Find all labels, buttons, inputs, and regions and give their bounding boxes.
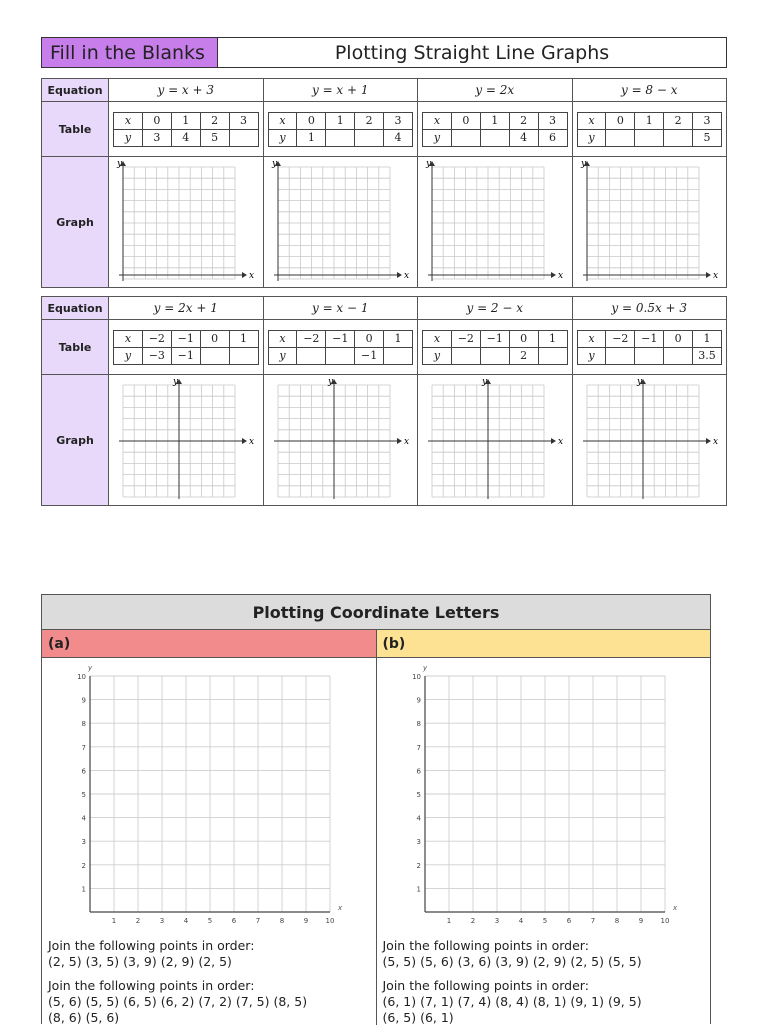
graph-cell <box>109 375 264 506</box>
header-tag: Fill in the Blanks <box>42 38 218 67</box>
x-value-cell: −1 <box>326 330 355 347</box>
graph-cell <box>572 375 727 506</box>
graph-cell <box>263 375 418 506</box>
y-value-cell: 5 <box>200 129 229 146</box>
x-value-cell: −2 <box>297 330 326 347</box>
y-value-cell: 6 <box>538 129 567 146</box>
points-line: (6, 1) (7, 1) (7, 4) (8, 4) (8, 1) (9, 1) (9, 5) <box>382 994 642 1009</box>
y-value-cell: −1 <box>171 347 200 364</box>
graph-grid <box>577 377 721 503</box>
x-header-cell: x <box>114 330 143 347</box>
x-values-row <box>268 112 413 129</box>
y-tick-label: 5 <box>416 791 421 799</box>
x-value-cell: −1 <box>171 330 200 347</box>
x-value-cell: 1 <box>538 330 567 347</box>
part-a-label: (a) <box>42 630 376 658</box>
points-line: (5, 5) (5, 6) (3, 6) (3, 9) (2, 9) (2, 5) (5, 5) <box>382 954 642 969</box>
x-tick-label: 8 <box>279 917 285 925</box>
part-a-grid <box>42 660 362 934</box>
part-a-instructions <box>48 938 307 1026</box>
x-axis-label: x <box>558 271 564 281</box>
value-table <box>422 112 568 147</box>
y-values-row <box>268 347 413 364</box>
y-value-cell <box>229 347 258 364</box>
x-axis-label: x <box>712 437 718 447</box>
table-row <box>42 320 727 375</box>
x-axis-arrow <box>242 438 247 444</box>
y-value-cell: −1 <box>355 347 384 364</box>
x-value-cell: 1 <box>693 330 722 347</box>
coordinate-grid <box>42 660 362 930</box>
x-axis-arrow <box>706 438 711 444</box>
y-value-cell: 3 <box>142 129 171 146</box>
y-value-cell: 4 <box>171 129 200 146</box>
y-header-cell: y <box>423 347 452 364</box>
x-axis-arrow <box>397 272 402 278</box>
y-value-cell <box>606 347 635 364</box>
x-tick-label: 9 <box>303 917 309 925</box>
x-tick-label: 1 <box>446 917 451 925</box>
y-axis-label: y <box>482 377 488 387</box>
y-value-cell <box>606 129 635 146</box>
y-tick-label: 4 <box>81 814 86 823</box>
x-value-cell: 0 <box>297 112 326 129</box>
y-header-cell: y <box>577 129 606 146</box>
y-value-cell <box>326 129 355 146</box>
y-value-cell <box>480 129 509 146</box>
y-tick-label: 8 <box>416 720 421 729</box>
coordinate-grid <box>377 660 697 930</box>
x-tick-label: 5 <box>207 917 213 925</box>
x-tick-label: 7 <box>255 917 261 925</box>
y-tick-label: 1 <box>81 885 86 894</box>
x-axis-label: x <box>338 904 343 912</box>
x-axis-arrow <box>551 438 556 444</box>
x-value-cell: 1 <box>326 112 355 129</box>
y-tick-label: 10 <box>411 673 421 681</box>
x-axis-label: x <box>672 904 677 912</box>
y-tick-label: 5 <box>81 791 86 799</box>
y-header-cell: y <box>268 347 297 364</box>
y-value-cell: 1 <box>297 129 326 146</box>
value-table-cell <box>418 102 573 157</box>
y-values-row <box>423 129 568 146</box>
graph-grid <box>422 159 566 285</box>
graph-row <box>42 157 727 288</box>
equation-cell: y = x − 1 <box>263 297 418 320</box>
points-line: (5, 6) (5, 5) (6, 5) (6, 2) (7, 2) (7, 5) (8, 5) <box>48 994 308 1009</box>
x-value-cell: −2 <box>606 330 635 347</box>
equation-cell: y = 2x <box>418 79 573 102</box>
y-header-cell: y <box>114 347 143 364</box>
points-line: (8, 6) (5, 6) <box>48 1010 120 1025</box>
x-tick-label: 3 <box>494 917 499 925</box>
graph-grid <box>268 159 412 285</box>
x-value-cell: 0 <box>355 330 384 347</box>
instruction-line: Join the following points in order: <box>382 938 589 953</box>
x-tick-label: 4 <box>518 917 523 925</box>
y-tick-label: 4 <box>416 814 421 823</box>
x-value-cell: 0 <box>451 112 480 129</box>
x-value-cell: 1 <box>384 330 413 347</box>
y-value-cell <box>384 347 413 364</box>
x-header-cell: x <box>268 330 297 347</box>
x-value-cell: 2 <box>355 112 384 129</box>
y-axis-label: y <box>173 377 179 387</box>
points-line: (6, 5) (6, 1) <box>382 1010 454 1025</box>
y-values-row <box>577 129 722 146</box>
y-axis-label: y <box>117 159 123 169</box>
x-values-row <box>423 112 568 129</box>
coordinate-letters-title: Plotting Coordinate Letters <box>42 595 710 630</box>
y-value-cell: −3 <box>142 347 171 364</box>
y-value-cell <box>480 347 509 364</box>
x-value-cell: 0 <box>142 112 171 129</box>
x-axis-arrow <box>242 272 247 278</box>
y-header-cell: y <box>268 129 297 146</box>
x-axis-label: x <box>558 437 564 447</box>
instruction-line: Join the following points in order: <box>48 938 255 953</box>
graph-label: Graph <box>42 157 109 288</box>
equation-cell: y = 8 − x <box>572 79 727 102</box>
graph-cell <box>263 157 418 288</box>
instruction-line: Join the following points in order: <box>382 978 589 993</box>
equation-cell: y = x + 3 <box>109 79 264 102</box>
graph-cell <box>418 157 573 288</box>
value-table-cell <box>572 320 727 375</box>
x-values-row <box>577 330 722 347</box>
x-value-cell: 0 <box>509 330 538 347</box>
x-axis-arrow <box>706 272 711 278</box>
y-value-cell: 4 <box>509 129 538 146</box>
equation-label: Equation <box>42 297 109 320</box>
x-tick-label: 3 <box>159 917 165 925</box>
graph-row <box>42 375 727 506</box>
x-value-cell: 1 <box>635 112 664 129</box>
y-tick-label: 9 <box>81 696 86 705</box>
y-value-cell <box>451 347 480 364</box>
x-value-cell: 0 <box>200 330 229 347</box>
x-value-cell: 0 <box>606 112 635 129</box>
y-axis-label: y <box>636 377 642 387</box>
value-table <box>113 112 259 147</box>
x-axis-arrow <box>551 272 556 278</box>
x-value-cell: 1 <box>229 330 258 347</box>
header-title: Plotting Straight Line Graphs <box>334 41 610 64</box>
x-tick-label: 4 <box>183 917 189 925</box>
y-tick-label: 9 <box>416 696 421 705</box>
value-table-cell <box>418 320 573 375</box>
y-axis-label: y <box>327 377 333 387</box>
x-tick-label: 8 <box>614 917 619 925</box>
instruction-line: Join the following points in order: <box>48 978 255 993</box>
x-values-row <box>577 112 722 129</box>
x-value-cell: 3 <box>384 112 413 129</box>
part-b-instructions <box>383 938 642 1026</box>
y-value-cell: 4 <box>384 129 413 146</box>
graph-cell <box>109 157 264 288</box>
equation-cell: y = 2 − x <box>418 297 573 320</box>
graph-grid <box>113 377 257 503</box>
y-value-cell <box>326 347 355 364</box>
x-values-row <box>423 330 568 347</box>
y-tick-label: 2 <box>416 861 421 870</box>
equation-row <box>42 79 727 102</box>
x-value-cell: −2 <box>451 330 480 347</box>
x-tick-label: 2 <box>470 917 475 925</box>
y-axis-label: y <box>426 159 432 169</box>
y-tick-label: 3 <box>416 838 421 847</box>
x-axis-label: x <box>403 437 409 447</box>
equation-cell: y = 2x + 1 <box>109 297 264 320</box>
y-tick-label: 8 <box>81 720 86 729</box>
value-table <box>113 330 259 365</box>
y-axis-label: y <box>271 159 277 169</box>
value-table-cell <box>263 102 418 157</box>
x-axis-arrow <box>397 438 402 444</box>
y-axis-label: y <box>422 664 427 672</box>
x-tick-label: 6 <box>231 917 237 925</box>
table-label: Table <box>42 102 109 157</box>
x-tick-label: 10 <box>325 917 335 925</box>
y-tick-label: 6 <box>416 767 421 776</box>
y-tick-label: 2 <box>81 861 86 870</box>
x-values-row <box>114 112 259 129</box>
y-value-cell <box>200 347 229 364</box>
value-table <box>268 112 414 147</box>
y-values-row <box>423 347 568 364</box>
y-values-row <box>114 347 259 364</box>
equation-row <box>42 297 727 320</box>
coordinate-letters-panel <box>41 594 711 1024</box>
y-value-cell: 2 <box>509 347 538 364</box>
x-axis-label: x <box>249 271 255 281</box>
x-value-cell: −2 <box>142 330 171 347</box>
graph-grid <box>422 377 566 503</box>
y-values-row <box>268 129 413 146</box>
graph-grid <box>577 159 721 285</box>
table-label: Table <box>42 320 109 375</box>
y-axis-label: y <box>88 664 93 672</box>
value-table-cell <box>572 102 727 157</box>
y-value-cell: 3.5 <box>693 347 722 364</box>
points-line: (2, 5) (3, 5) (3, 9) (2, 9) (2, 5) <box>48 954 232 969</box>
y-value-cell <box>355 129 384 146</box>
x-value-cell: −1 <box>635 330 664 347</box>
y-value-cell <box>635 347 664 364</box>
x-header-cell: x <box>114 112 143 129</box>
y-value-cell <box>229 129 258 146</box>
graph-cell <box>572 157 727 288</box>
y-tick-label: 7 <box>81 743 86 752</box>
equation-cell: y = x + 1 <box>263 79 418 102</box>
x-tick-label: 9 <box>638 917 643 925</box>
table-row <box>42 102 727 157</box>
x-axis-label: x <box>403 271 409 281</box>
y-values-row <box>114 129 259 146</box>
y-tick-label: 6 <box>81 767 86 776</box>
y-axis-label: y <box>580 159 586 169</box>
worksheet-table-1 <box>41 78 727 288</box>
x-value-cell: 3 <box>229 112 258 129</box>
value-table <box>577 112 723 147</box>
x-values-row <box>114 330 259 347</box>
part-b <box>377 630 711 1025</box>
value-table <box>577 330 723 365</box>
x-header-cell: x <box>577 330 606 347</box>
graph-grid <box>113 159 257 285</box>
x-value-cell: 2 <box>200 112 229 129</box>
y-value-cell <box>664 129 693 146</box>
y-value-cell <box>635 129 664 146</box>
x-tick-label: 2 <box>135 917 141 925</box>
part-a <box>42 630 377 1025</box>
x-axis-label: x <box>249 437 255 447</box>
x-value-cell: 3 <box>693 112 722 129</box>
y-value-cell: 5 <box>693 129 722 146</box>
x-value-cell: 3 <box>538 112 567 129</box>
graph-label: Graph <box>42 375 109 506</box>
value-table-cell <box>109 320 264 375</box>
equation-cell: y = 0.5x + 3 <box>572 297 727 320</box>
x-header-cell: x <box>268 112 297 129</box>
worksheet-header <box>41 37 727 68</box>
y-tick-label: 7 <box>416 743 421 752</box>
equation-label: Equation <box>42 79 109 102</box>
x-value-cell: −1 <box>480 330 509 347</box>
x-tick-label: 1 <box>111 917 117 925</box>
y-value-cell <box>451 129 480 146</box>
x-tick-label: 6 <box>566 917 571 925</box>
value-table-cell <box>109 102 264 157</box>
x-value-cell: 2 <box>509 112 538 129</box>
y-tick-label: 3 <box>81 838 86 847</box>
part-b-label: (b) <box>377 630 711 658</box>
x-header-cell: x <box>577 112 606 129</box>
y-value-cell <box>538 347 567 364</box>
part-b-grid <box>377 660 697 934</box>
y-header-cell: y <box>114 129 143 146</box>
x-value-cell: 1 <box>171 112 200 129</box>
x-tick-label: 7 <box>590 917 595 925</box>
value-table <box>422 330 568 365</box>
graph-grid <box>268 377 412 503</box>
x-value-cell: 2 <box>664 112 693 129</box>
worksheet-table-2 <box>41 296 727 506</box>
y-tick-label: 10 <box>77 673 86 681</box>
x-tick-label: 5 <box>542 917 547 925</box>
x-tick-label: 10 <box>660 917 669 925</box>
x-values-row <box>268 330 413 347</box>
y-tick-label: 1 <box>416 885 421 894</box>
x-value-cell: 1 <box>480 112 509 129</box>
y-header-cell: y <box>577 347 606 364</box>
y-header-cell: y <box>423 129 452 146</box>
y-value-cell <box>297 347 326 364</box>
x-axis-label: x <box>712 271 718 281</box>
graph-cell <box>418 375 573 506</box>
x-header-cell: x <box>423 112 452 129</box>
value-table <box>268 330 414 365</box>
x-value-cell: 0 <box>664 330 693 347</box>
y-value-cell <box>664 347 693 364</box>
x-header-cell: x <box>423 330 452 347</box>
value-table-cell <box>263 320 418 375</box>
y-values-row <box>577 347 722 364</box>
